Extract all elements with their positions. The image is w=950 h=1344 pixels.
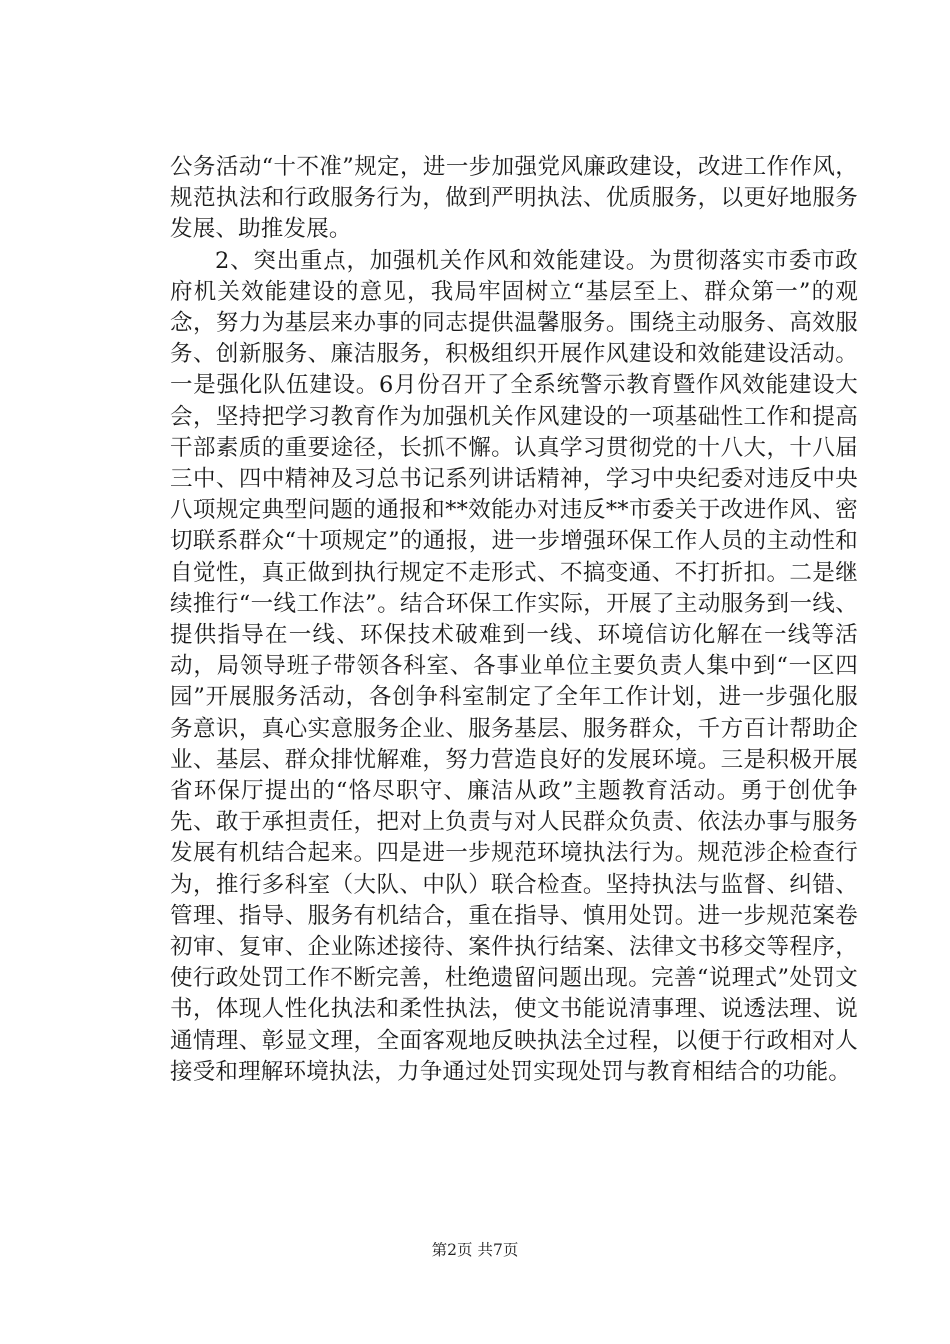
paragraph-continuation: 公务活动“十不准”规定，进一步加强党风廉政建设，改进工作作风，规范执法和行政服务行为，做到严明执法、优质服务，以更好地服务发展、助推发展。 <box>170 154 858 243</box>
paragraph-section-2: 2、突出重点，加强机关作风和效能建设。为贯彻落实市委市政府机关效能建设的意见，我局牢固树立“基层至上、群众第一”的观念，努力为基层来办事的同志提供温馨服务。围绕主动服务、高效服务、创新服务、廉洁服务，积极组织开展作风建设和效能建设活动。一是强化队伍建设。6月份召开了全系统警示教育暨作风效能建设大会，坚持把学习教育作为加强机关作风建设的一项基础性工作和提高干部素质的重要途径，长抓不懈。认真学习贯彻党的十八大，十八届三中、四中精神及习总书记系列讲话精神，学习中央纪委对违反中央八项规定典型问题的通报和**效能办对违反**市委关于改进作风、密切联系群众“十项规定”的通报，进一步增强环保工作人员的主动性和自觉性，真正做到执行规定不走形式、不搞变通、不打折扣。二是继续推行“一线工作法”。结合环保工作实际，开展了主动服务到一线、提供指导在一线、环保技术破难到一线、环境信访化解在一线等活动，局领导班子带领各科室、各事业单位主要负责人集中到“一区四园”开展服务活动，各创争科室制定了全年工作计划，进一步强化服务意识，真心实意服务企业、服务基层、服务群众，千方百计帮助企业、基层、群众排忧解难，努力营造良好的发展环境。三是积极开展省环保厅提出的“恪尽职守、廉洁从政”主题教育活动。勇于创优争先、敢于承担责任，把对上负责与对人民群众负责、依法办事与服务发展有机结合起来。四是进一步规范环境执法行为。规范涉企检查行为，推行多科室（大队、中队）联合检查。坚持执法与监督、纠错、管理、指导、服务有机结合，重在指导、慎用处罚。进一步规范案卷初审、复审、企业陈述接待、案件执行结案、法律文书移交等程序，使行政处罚工作不断完善，杜绝遗留问题出现。完善“说理式”处罚文书，体现人性化执法和柔性执法，使文书能说清事理、说透法理、说通情理、彰显文理，全面客观地反映执法全过程，以便于行政相对人接受和理解环境执法，力争通过处罚实现处罚与教育相结合的功能。 <box>170 247 858 1085</box>
document-body <box>170 152 858 1088</box>
page-footer <box>0 1240 950 1260</box>
page-number: 第2页 共7页 <box>431 1241 519 1259</box>
